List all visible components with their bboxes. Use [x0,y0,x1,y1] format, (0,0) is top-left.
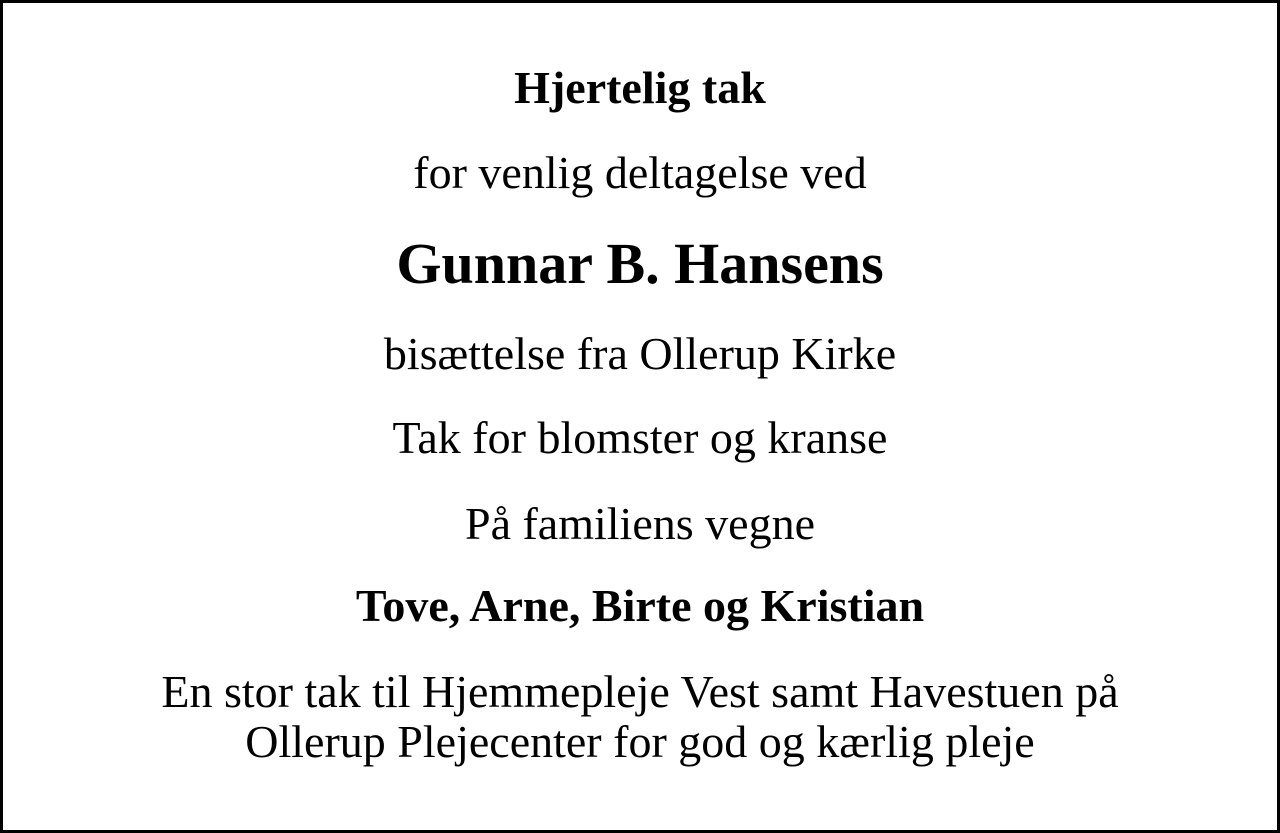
flowers-thanks: Tak for blomster og kranse [392,412,888,463]
funeral-location: bisættelse fra Ollerup Kirke [383,328,897,379]
family-line: På familiens vegne [464,498,815,549]
care-thanks-line-1: En stor tak til Hjemmepleje Vest samt Havestuen på [161,666,1119,717]
deceased-name: Gunnar B. Hansens [396,231,884,296]
signers: Tove, Arne, Birte og Kristian [355,580,925,631]
care-thanks-line-2: Ollerup Plejecenter for god og kærlig pleje [245,716,1035,767]
care-thanks [3,667,1277,767]
notice-intro: for venlig deltagelse ved [413,147,867,198]
notice-heading: Hjertelig tak [514,62,766,113]
